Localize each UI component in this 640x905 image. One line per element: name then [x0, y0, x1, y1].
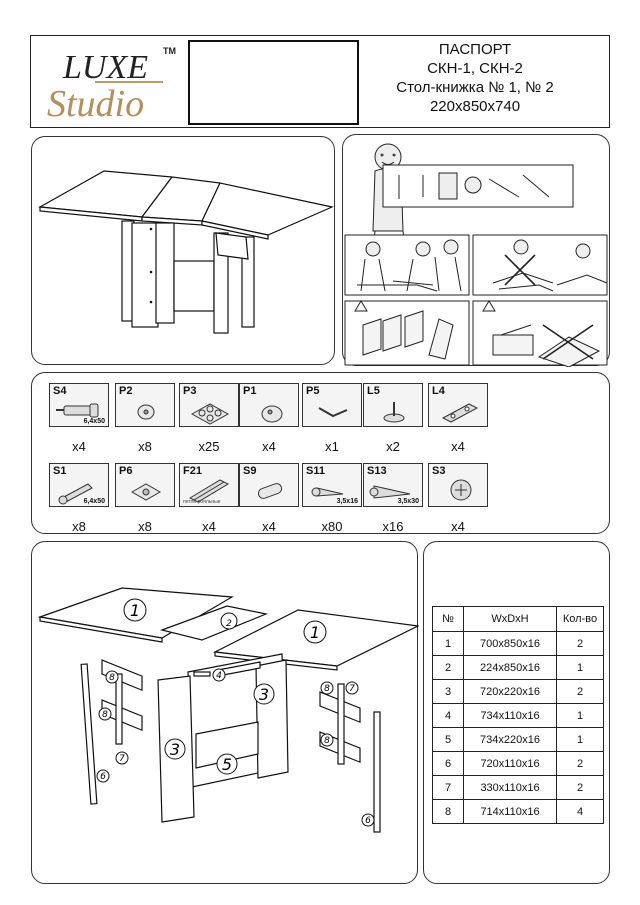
- hardware-size: 3,5x16: [336, 498, 358, 505]
- header: [30, 35, 610, 128]
- table-row: [433, 776, 604, 800]
- hardware-item-s1: [49, 463, 109, 507]
- label-box: [188, 40, 359, 125]
- part-6-left: [81, 664, 97, 804]
- label-part-6a: 6: [100, 772, 106, 782]
- title-line-1: ПАСПОРТ: [438, 41, 512, 58]
- part-number: 7: [433, 776, 464, 800]
- part-quantity: 4: [557, 800, 604, 824]
- part-dimensions: 720x220x16: [464, 680, 557, 704]
- parts-table-panel: [423, 541, 610, 884]
- hardware-item-f21: [179, 463, 239, 507]
- part-number: 3: [433, 680, 464, 704]
- part-dimensions: 330x110x16: [464, 776, 557, 800]
- label-part-8a: 8: [109, 673, 115, 683]
- part-3-right: [256, 660, 288, 778]
- hardware-qty-p3: x25: [198, 439, 220, 454]
- label-part-7a: 7: [119, 754, 125, 764]
- hardware-qty-s9: x4: [262, 519, 276, 534]
- table-row: [433, 632, 604, 656]
- part-dimensions: 714x110x16: [464, 800, 557, 824]
- hardware-item-l4: [428, 383, 488, 427]
- table-row: [433, 752, 604, 776]
- hardware-code: S9: [243, 465, 257, 477]
- part-quantity: 2: [557, 632, 604, 656]
- hardware-qty-s1: x8: [72, 519, 86, 534]
- label-part-6b: 6: [365, 816, 371, 826]
- table-overview-panel: [31, 136, 335, 365]
- hardware-item-p1: [239, 383, 299, 427]
- part-dimensions: 734x220x16: [464, 728, 557, 752]
- hardware-qty-s11: x80: [321, 519, 343, 534]
- table-row: [433, 800, 604, 824]
- hardware-item-s9: [239, 463, 299, 507]
- hardware-qty-p5: x1: [325, 439, 339, 454]
- label-part-3a: 3: [169, 740, 181, 759]
- part-dimensions: 720x110x16: [464, 752, 557, 776]
- part-quantity: 2: [557, 776, 604, 800]
- col-quantity: Кол-во: [557, 607, 604, 632]
- part-number: 8: [433, 800, 464, 824]
- logo-tm: TM: [163, 46, 176, 56]
- hardware-code: P2: [119, 385, 133, 397]
- hardware-size: 3,5x30: [397, 498, 419, 505]
- hardware-code: S4: [53, 385, 67, 397]
- hardware-qty-f21: x4: [202, 519, 216, 534]
- hardware-qty-p1: x4: [262, 439, 276, 454]
- hardware-code: F21: [183, 465, 202, 477]
- hardware-item-s4: [49, 383, 109, 427]
- part-quantity: 1: [557, 704, 604, 728]
- table-row: [433, 680, 604, 704]
- label-part-5: 5: [221, 755, 233, 774]
- hardware-qty-p2: x8: [138, 439, 152, 454]
- label-part-8c: 8: [324, 684, 330, 694]
- part-dimensions: 734x110x16: [464, 704, 557, 728]
- hardware-item-s3: [428, 463, 488, 507]
- table-row: [433, 704, 604, 728]
- instructions-drawing: [343, 135, 611, 367]
- col-dimensions: WxDxH: [464, 607, 557, 632]
- title-line-2: СКН-1, СКН-2: [427, 60, 523, 77]
- part-number: 4: [433, 704, 464, 728]
- hardware-item-l5: [363, 383, 423, 427]
- hardware-qty-s13: x16: [382, 519, 404, 534]
- part-number: 1: [433, 632, 464, 656]
- label-part-8d: 8: [324, 736, 330, 746]
- hardware-code: L4: [432, 385, 445, 397]
- title-line-3: Стол-книжка № 1, № 2: [396, 79, 554, 96]
- hardware-panel: [31, 372, 610, 534]
- col-number: №: [433, 607, 464, 632]
- logo-line2: Studio: [47, 83, 145, 125]
- brand-logo: [35, 38, 185, 126]
- hardware-qty-l4: x4: [451, 439, 465, 454]
- label-part-2: 2: [226, 619, 232, 629]
- part-6-right: [374, 712, 380, 832]
- label-part-7b: 7: [349, 684, 355, 694]
- label-part-4: 4: [216, 671, 222, 681]
- hardware-item-s11: [302, 463, 362, 507]
- label-part-1b: 1: [309, 623, 321, 642]
- table-overview-drawing: [32, 137, 336, 366]
- part-number: 5: [433, 728, 464, 752]
- parts-table: [432, 606, 604, 824]
- exploded-view-drawing: [32, 542, 419, 885]
- label-part-3b: 3: [258, 685, 270, 704]
- logo-line1: LUXE: [63, 49, 148, 86]
- hardware-code: P6: [119, 465, 133, 477]
- part-number: 2: [433, 656, 464, 680]
- hardware-size: 6,4x50: [83, 418, 105, 425]
- hardware-code: S1: [53, 465, 67, 477]
- part-number: 6: [433, 752, 464, 776]
- hardware-item-p5: [302, 383, 362, 427]
- exploded-view-panel: [31, 541, 418, 884]
- hardware-code: P3: [183, 385, 197, 397]
- hardware-item-p3: [179, 383, 239, 427]
- part-quantity: 2: [557, 680, 604, 704]
- hardware-code: P5: [306, 385, 320, 397]
- part-quantity: 2: [557, 752, 604, 776]
- hardware-subtitle: петли рояльные: [183, 499, 221, 505]
- title-line-4: 220x850x740: [429, 98, 521, 115]
- hardware-code: S13: [367, 465, 387, 477]
- part-dimensions: 700x850x16: [464, 632, 557, 656]
- part-quantity: 1: [557, 656, 604, 680]
- document-title: [365, 40, 585, 116]
- hardware-qty-p6: x8: [138, 519, 152, 534]
- part-quantity: 1: [557, 728, 604, 752]
- hardware-item-s13: [363, 463, 423, 507]
- label-part-1a: 1: [129, 601, 141, 620]
- hardware-code: S11: [306, 465, 325, 477]
- table-row: [433, 656, 604, 680]
- hardware-item-p2: [115, 383, 175, 427]
- hardware-code: P1: [243, 385, 257, 397]
- hardware-qty-s4: x4: [72, 439, 86, 454]
- hardware-code: L5: [367, 385, 380, 397]
- hardware-qty-l5: x2: [386, 439, 400, 454]
- hardware-item-p6: [115, 463, 175, 507]
- hardware-size: 6,4x50: [83, 498, 105, 505]
- parts-table-header-row: [433, 607, 604, 632]
- part-dimensions: 224x850x16: [464, 656, 557, 680]
- hardware-code: S3: [432, 465, 446, 477]
- table-row: [433, 728, 604, 752]
- hardware-qty-s3: x4: [451, 519, 465, 534]
- label-part-8b: 8: [102, 710, 108, 720]
- instructions-panel: [342, 134, 610, 366]
